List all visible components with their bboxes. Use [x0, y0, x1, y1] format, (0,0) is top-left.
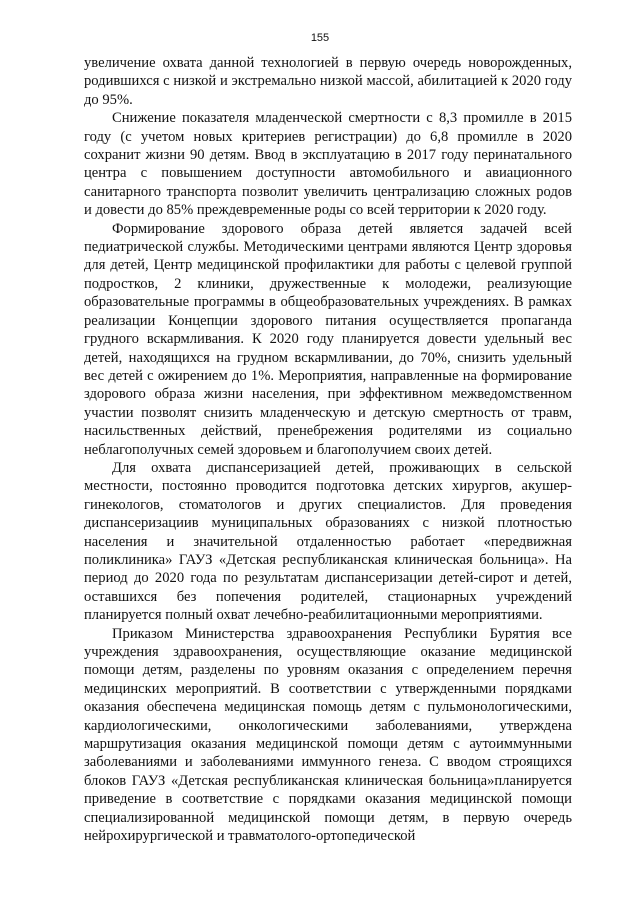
paragraph-infant-mortality: Снижение показателя младенческой смертности с 8,3 промилле в 2015 году (с учетом новых критериев регистрации) до 6,8 промилле в 2020 сохранит жизни 90 детям. Ввод в эксплуатацию в 2017 году перинатального центра с повышением доступности автомобильного и авиационного санитарного транспорта позволит увеличить централизацию сложных родов и довести до 85% преждевременные роды со всей территории к 2020 году.	[84, 110, 572, 219]
document-body	[84, 54, 572, 845]
page-number: 155	[310, 32, 330, 44]
paragraph-healthy-lifestyle: Формирование здорового образа детей является задачей всей педиатрической службы. Методическими центрами являются Центр здоровья для детей, Центр медицинской профилактики для работы с целевой группой подростков, 2 клиники, дружественные к молодежи, реализующие образовательные программы в общеобразовательных учреждениях. В рамках реализации Концепции здорового питания осуществляется пропаганда грудного вскармливания. К 2020 году планируется довести удельный вес детей, находящихся на грудном вскармливании, до 70%, снизить удельный вес детей с ожирением до 1%. Мероприятия, направленные на формирование здорового образа жизни населения, при эффективном межведомственном участии позволят снизить младенческую и детскую смертность от травм, насильственных действий, пренебрежения родителями из социально неблагополучных семей здоровьем и благополучием своих детей.	[84, 220, 572, 458]
paragraph-continuation: увеличение охвата данной технологией в первую очередь новорожденных, родившихся с низкой и экстремально низкой массой, абилитацией к 2020 году до 95%.	[84, 55, 572, 108]
paragraph-dispensarization: Для охвата диспансеризацией детей, проживающих в сельской местности, постоянно проводится подготовка детских хирургов, акушер-гинекологов, стоматологов и других специалистов. Для проведения диспансеризациив муниципальных образованиях с низкой плотностью населения и значительной отдаленностью работает «передвижная поликлиника» ГАУЗ «Детская республиканская клиническая больница». На период до 2020 года по результатам диспансеризации детей-сирот и детей, оставшихся без попечения родителей, стационарных учреждений планируется полный охват лечебно-реабилитационными мероприятиями.	[84, 459, 572, 624]
paragraph-ministry-order: Приказом Министерства здравоохранения Республики Бурятия все учреждения здравоохранения, осуществляющие оказание медицинской помощи детям, разделены по уровням оказания с определением перечня медицинских мероприятий. В соответствии с утвержденными порядками оказания обеспечена медицинская помощь детям с пульмонологическими, кардиологическими, онкологическими заболеваниями, утверждена маршрутизация оказания медицинской помощи детям с аутоиммунными заболеваниями и заболеваниями иммунного генеза. С вводом строящихся блоков ГАУЗ «Детская республиканская клиническая больница»планируется приведение в соответствие с порядками оказания медицинской помощи специализированной медицинской помощи детям, в первую очередь нейрохирургической и травматолого-ортопедической	[84, 625, 572, 845]
